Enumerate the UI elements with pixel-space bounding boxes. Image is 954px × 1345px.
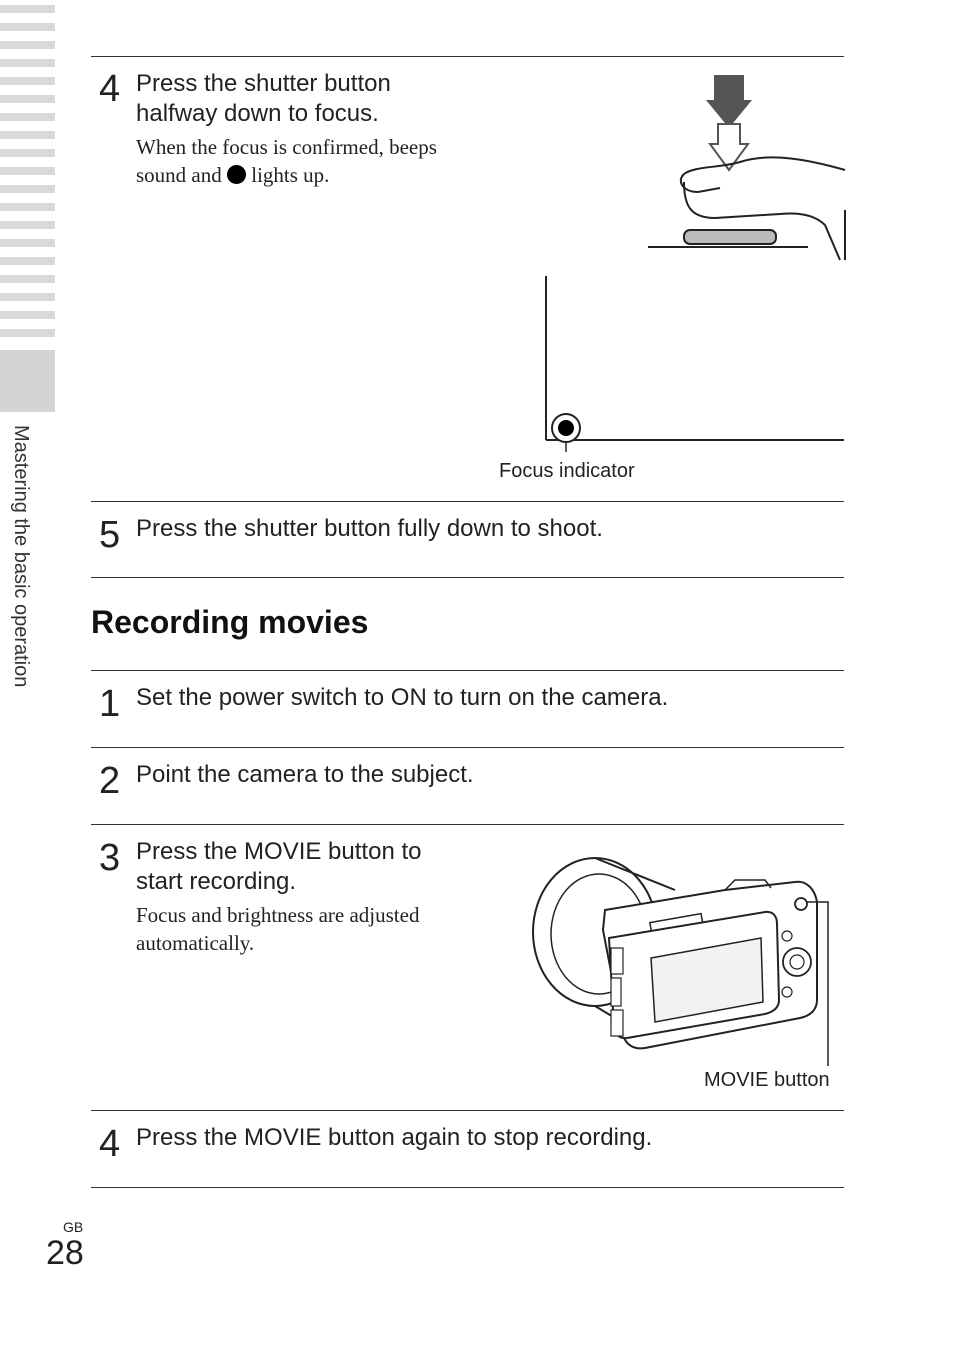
focus-dot-icon — [227, 165, 246, 184]
movie-button-caption: MOVIE button — [704, 1069, 830, 1091]
focus-indicator-screen — [540, 272, 850, 452]
camera-back-illustration — [525, 850, 835, 1070]
page-number: 28 — [46, 1234, 84, 1272]
focus-indicator-caption: Focus indicator — [499, 460, 635, 482]
press-arrow-outline-icon — [710, 124, 748, 170]
divider — [91, 1187, 844, 1188]
step-number: 3 — [99, 837, 121, 879]
divider — [91, 824, 844, 825]
movie-button-icon — [795, 898, 807, 910]
section-side-label: Mastering the basic operation — [10, 425, 32, 688]
divider — [91, 670, 844, 671]
section-tab — [0, 350, 55, 412]
step-body: Focus and brightness are adjusted automatically. — [136, 903, 420, 955]
step-body: When the focus is confirmed, beeps sound and lights up. — [136, 135, 437, 187]
step-number: 1 — [99, 683, 121, 725]
divider — [91, 501, 844, 502]
step-number: 4 — [99, 1123, 121, 1165]
focus-indicator-icon — [558, 420, 574, 436]
region-code: GB — [63, 1219, 84, 1235]
step-number: 2 — [99, 760, 121, 802]
step-title: Press the MOVIE button again to stop recording. — [136, 1124, 653, 1151]
press-arrow-icon — [706, 75, 752, 128]
divider — [91, 1110, 844, 1111]
step-title: Press the shutter button fully down to shoot. — [136, 515, 603, 542]
divider — [91, 577, 844, 578]
shutter-press-illustration — [640, 70, 850, 265]
section-heading: Recording movies — [91, 604, 369, 640]
step-title: Press the shutter button halfway down to focus. — [136, 70, 391, 127]
step-title: Press the MOVIE button to start recording. — [136, 838, 422, 895]
divider — [91, 747, 844, 748]
step-title: Point the camera to the subject. — [136, 761, 474, 788]
divider — [91, 56, 844, 57]
shutter-button-icon — [684, 230, 776, 244]
step-number: 5 — [99, 514, 121, 556]
step-title: Set the power switch to ON to turn on the camera. — [136, 684, 669, 711]
step-number: 4 — [99, 68, 121, 110]
